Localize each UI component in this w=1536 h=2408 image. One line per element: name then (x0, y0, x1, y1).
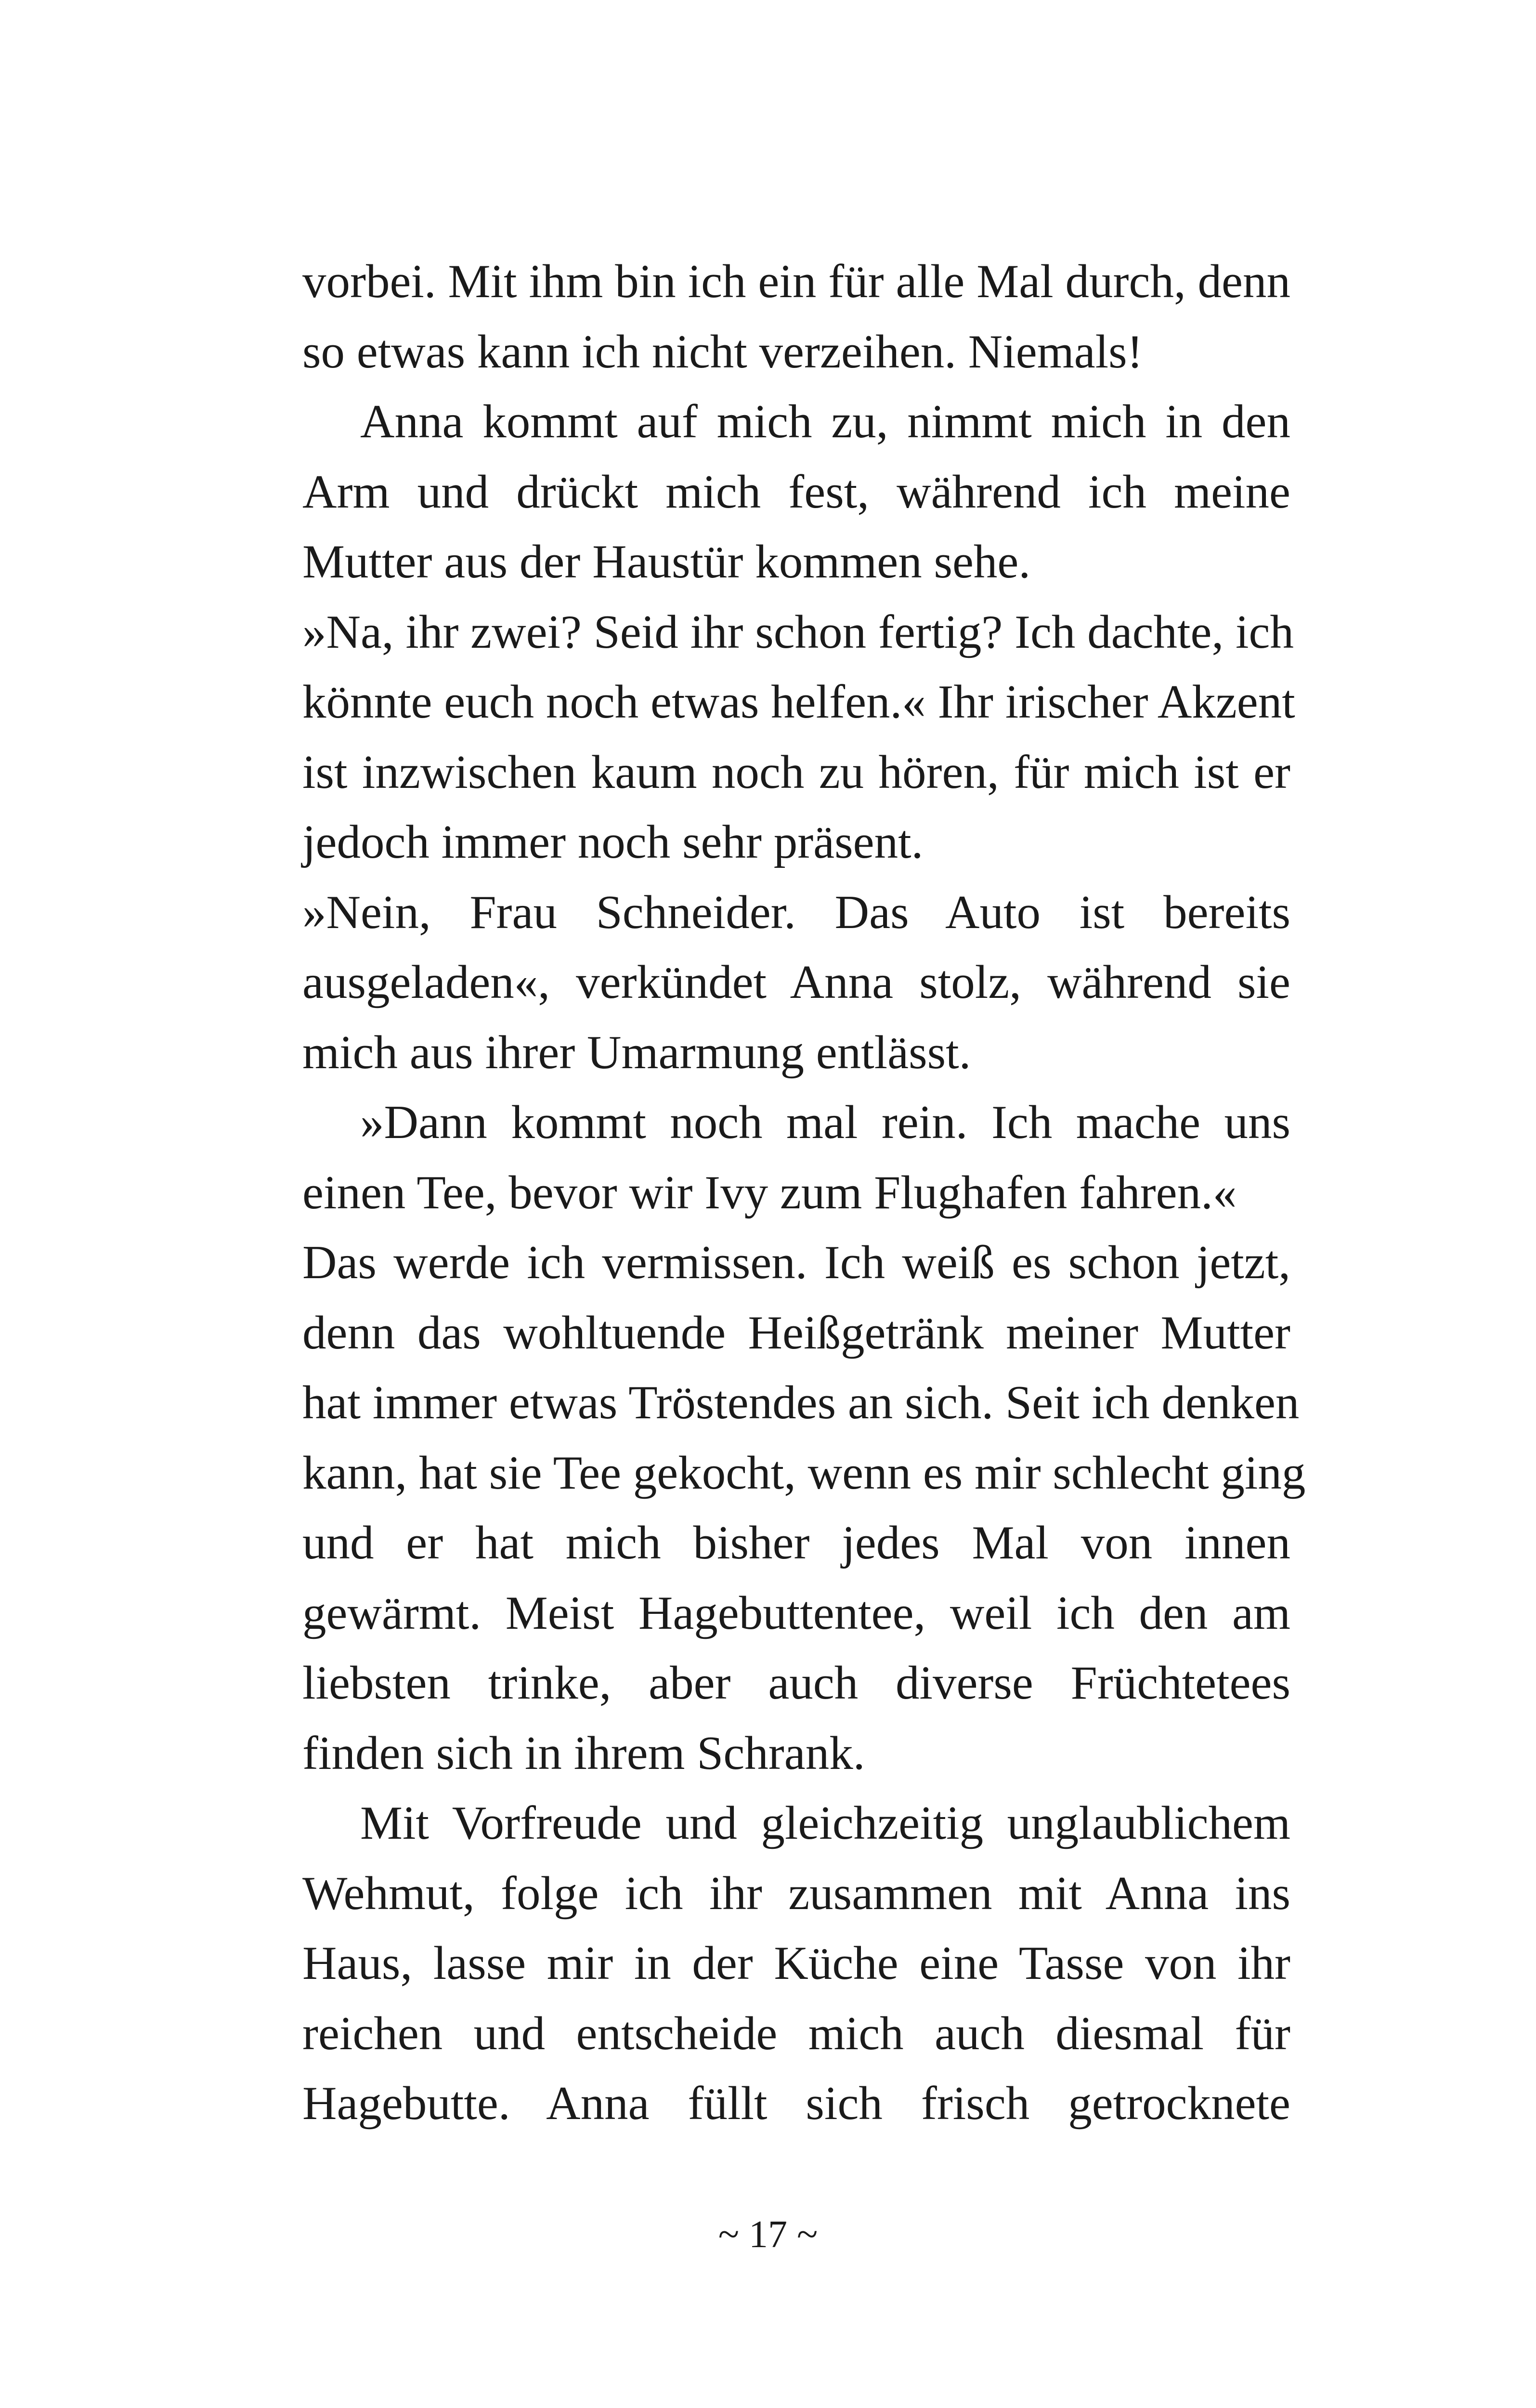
text-line: »Nein, Frau Schneider. Das Auto ist bereits (302, 886, 1290, 939)
text-line: vorbei. Mit ihm bin ich ein für alle Mal durch, denn (302, 255, 1290, 308)
text-line: so etwas kann ich nicht verzeihen. Niemals! (302, 325, 1143, 378)
text-line: kann, hat sie Tee gekocht, wenn es mir schlecht ging (302, 1446, 1306, 1499)
body-text (302, 247, 1306, 2139)
text-line: denn das wohltuende Heißgetränk meiner Mutter (302, 1306, 1290, 1359)
text-line: Mutter aus der Haustür kommen sehe. (302, 536, 1031, 588)
text-line: Anna kommt auf mich zu, nimmt mich in den (360, 395, 1290, 448)
text-line: Arm und drückt mich fest, während ich meine (302, 465, 1290, 518)
text-line: einen Tee, bevor wir Ivy zum Flughafen fahren.« (302, 1166, 1237, 1219)
text-line: könnte euch noch etwas helfen.« Ihr irischer Akzent (302, 676, 1295, 728)
text-line: finden sich in ihrem Schrank. (302, 1727, 865, 1780)
text-line: liebsten trinke, aber auch diverse Früchtetees (302, 1657, 1290, 1709)
text-line: jedoch immer noch sehr präsent. (302, 816, 924, 868)
text-line: ist inzwischen kaum noch zu hören, für mich ist er (302, 746, 1290, 798)
page-number: ~ 17 ~ (718, 2213, 818, 2256)
text-line: gewärmt. Meist Hagebuttentee, weil ich den am (302, 1586, 1290, 1639)
text-line: »Dann kommt noch mal rein. Ich mache uns (360, 1096, 1290, 1149)
text-line: hat immer etwas Tröstendes an sich. Seit ich denken (302, 1376, 1300, 1429)
text-line: Mit Vorfreude und gleichzeitig unglaublichem (360, 1797, 1290, 1849)
text-line: Haus, lasse mir in der Küche eine Tasse von ihr (302, 1937, 1290, 1989)
text-line: Hagebutte. Anna füllt sich frisch getrocknete (302, 2077, 1290, 2130)
text-line: mich aus ihrer Umarmung entlässt. (302, 1026, 971, 1079)
text-line: reichen und entscheide mich auch diesmal für (302, 2007, 1290, 2060)
text-line: und er hat mich bisher jedes Mal von innen (302, 1517, 1290, 1569)
text-line: Das werde ich vermissen. Ich weiß es schon jetzt, (302, 1236, 1290, 1289)
text-line: Wehmut, folge ich ihr zusammen mit Anna ins (302, 1867, 1290, 1920)
text-line: ausgeladen«, verkündet Anna stolz, während sie (302, 956, 1290, 1008)
text-line: »Na, ihr zwei? Seid ihr schon fertig? Ich dachte, ich (302, 605, 1294, 658)
